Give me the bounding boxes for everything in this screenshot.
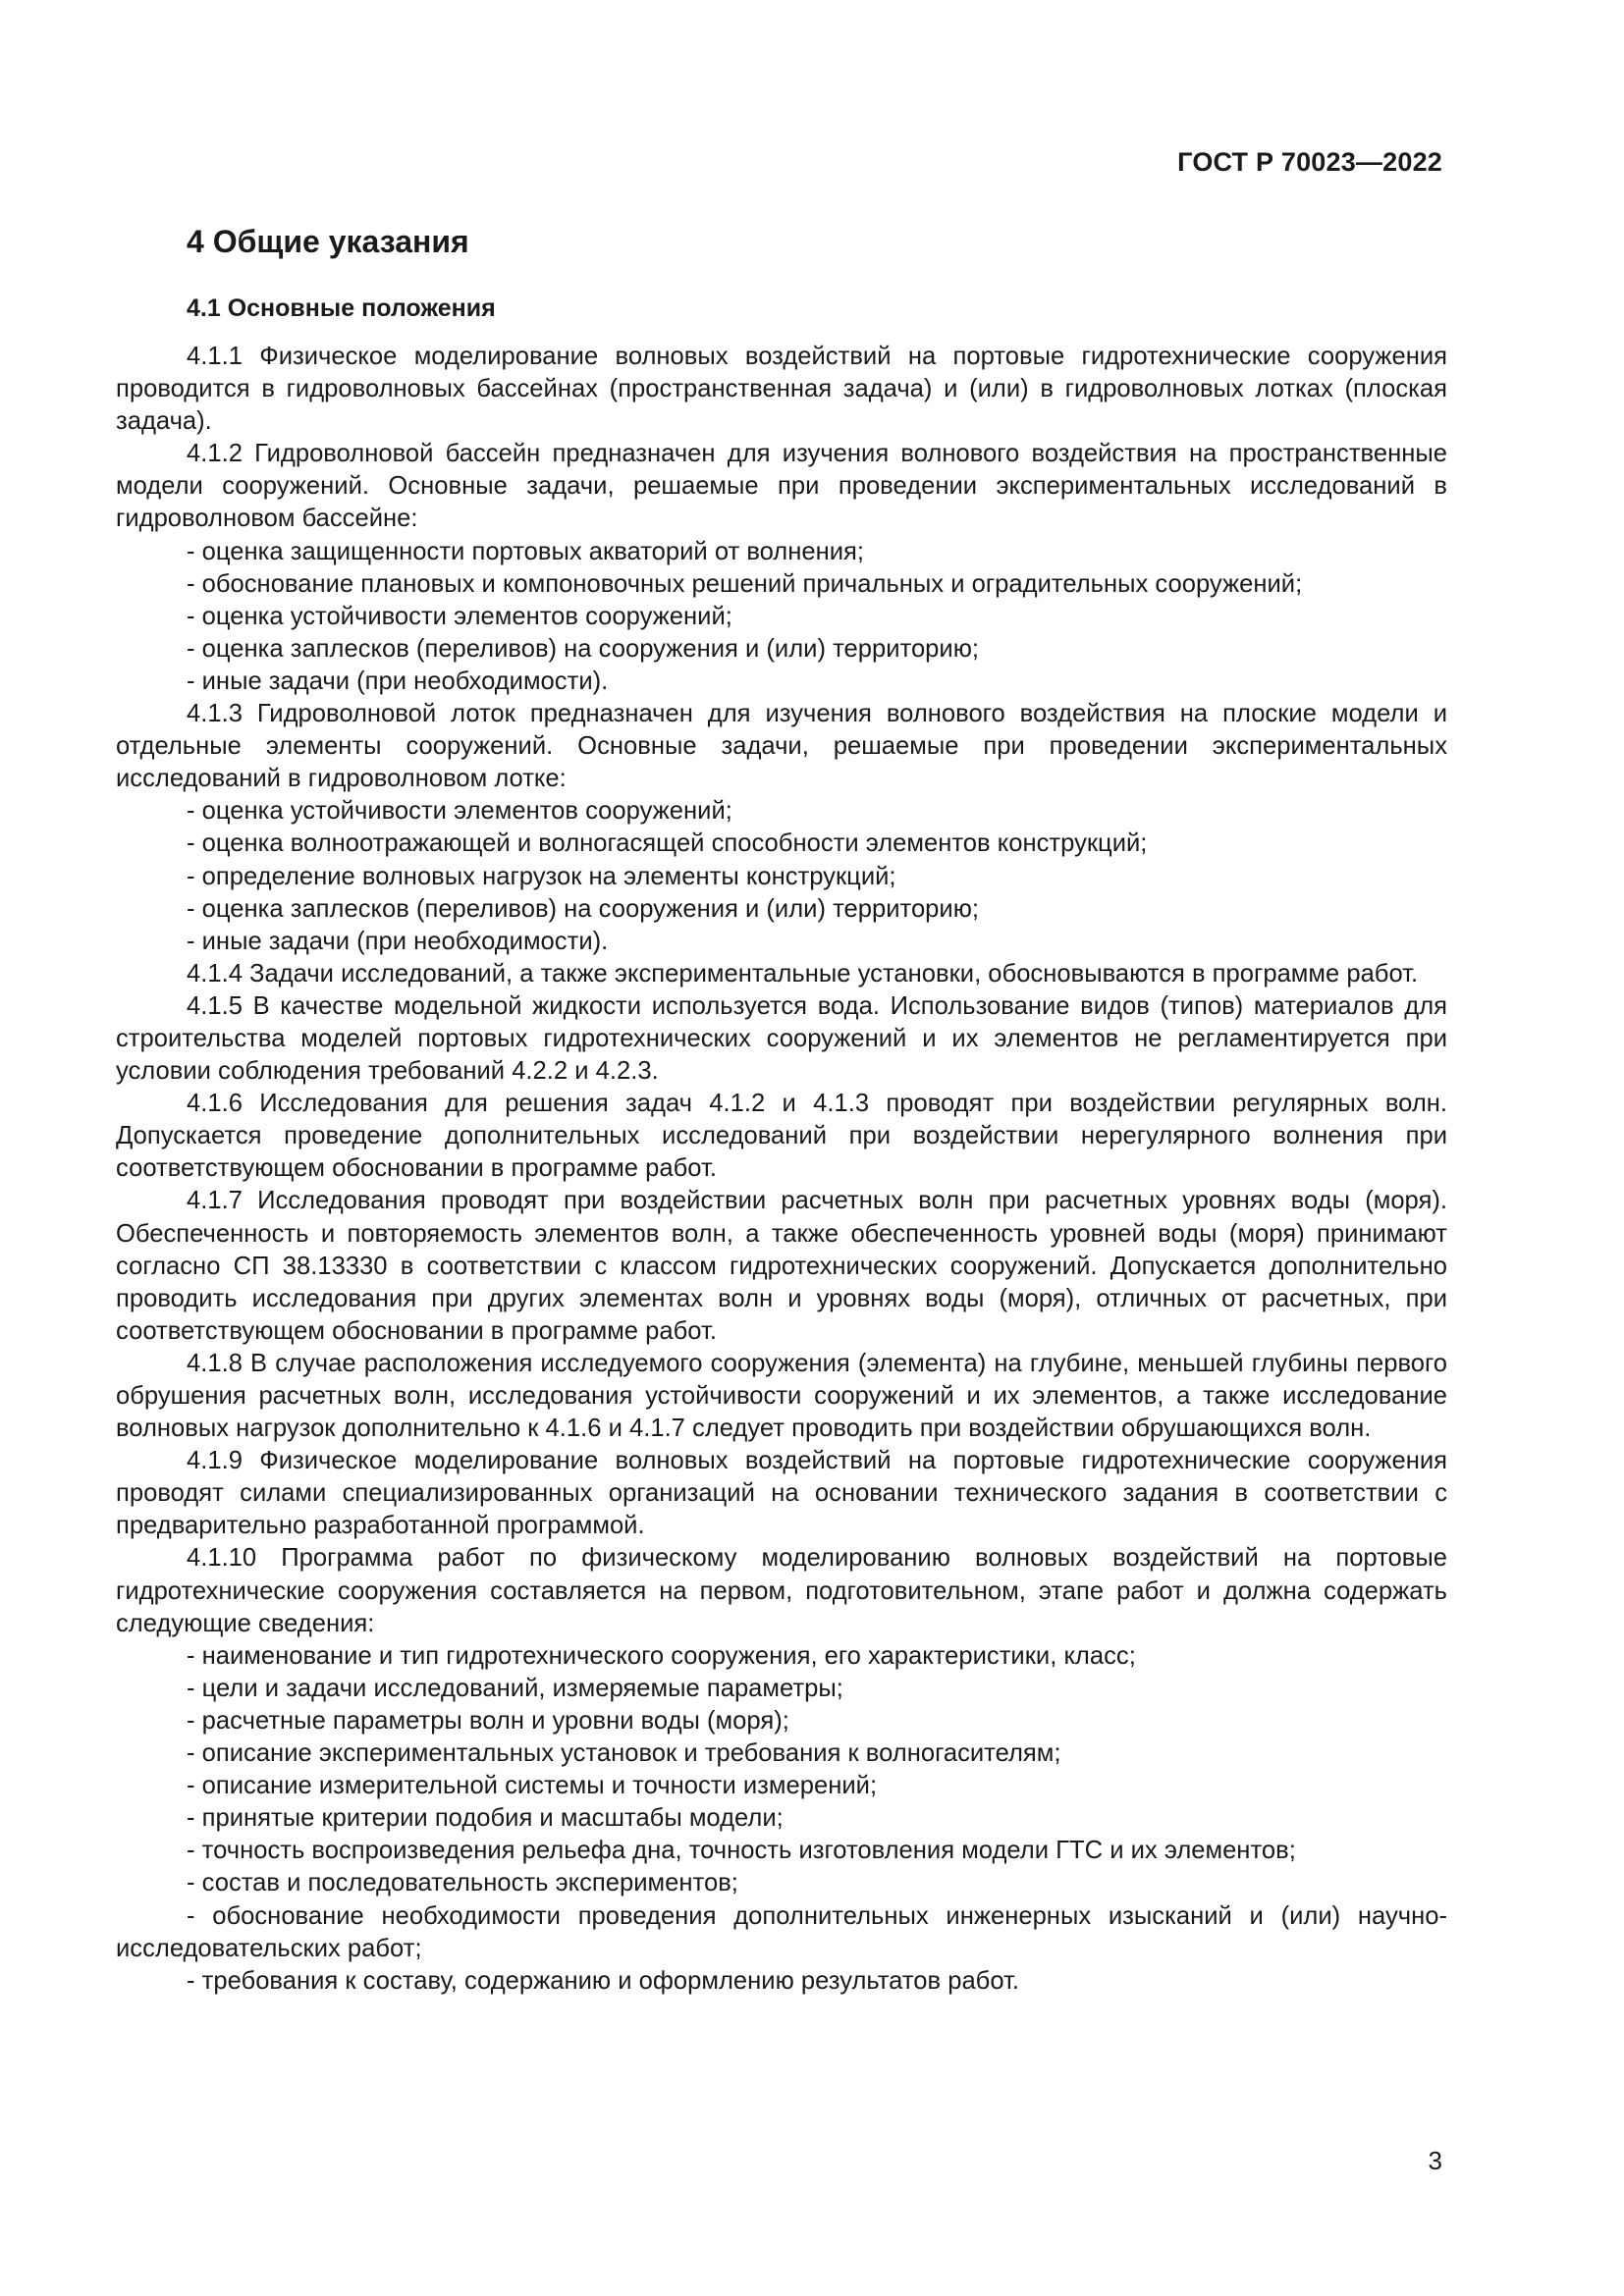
paragraph-4-1-10: 4.1.10 Программа работ по физическому моделированию волновых воздействий на портовые гидротехнические сооружения составляется на первом, подготовительном, этапе работ и должна содержать следующие сведения: xyxy=(116,1544,1447,1637)
paragraph-4-1-1: 4.1.1 Физическое моделирование волновых воздействий на портовые гидротехнические сооружения проводится в гидроволновых бассейнах (пространственная задача) и (или) в гидроволновых лотках (плоская задача). xyxy=(116,343,1447,436)
list-item: - оценка заплесков (переливов) на сооружения и (или) территорию; xyxy=(187,894,980,923)
list-4-1-2 xyxy=(116,536,1447,698)
paragraph-4-1-5: 4.1.5 В качестве модельной жидкости используется вода. Использование видов (типов) материалов для строительства моделей портовых гидротехнических сооружений и их элементов не регламентируется при условии соблюдения требований 4.2.2 и 4.2.3. xyxy=(116,991,1447,1086)
paragraph-4-1-7: 4.1.7 Исследования проводят при воздействии расчетных волн при расчетных уровнях воды (моря). Обеспеченность и повторяемость элементов волн, а также обеспеченность уровней воды (моря) принимают согласно СП 38.13330 в соответствии с классом гидротехнических сооружений. Допускается дополнительно проводить исследования при других элементах волн и уровнях воды (моря), отличных от расчетных, при соответствующем обосновании в программе работ. xyxy=(116,1187,1447,1345)
list-item: - описание экспериментальных установок и требования к волногасителям; xyxy=(187,1739,1061,1768)
subsection-title: 4.1 Основные положения xyxy=(187,294,496,322)
list-item: - иные задачи (при необходимости). xyxy=(187,667,609,695)
list-item: - состав и последовательность экспериментов; xyxy=(187,1869,738,1897)
list-item: - оценка защищенности портовых акваторий от волнения; xyxy=(187,537,865,565)
list-item: - оценка заплесков (переливов) на сооружения и (или) территорию; xyxy=(187,634,980,663)
paragraph-4-1-6: 4.1.6 Исследования для решения задач 4.1.2 и 4.1.3 проводят при воздействии регулярных волн. Допускается проведение дополнительных исследований при воздействии нерегулярного волнения при соответствующем обосновании в программе работ. xyxy=(116,1090,1447,1183)
list-item: - оценка устойчивости элементов сооружений; xyxy=(187,602,732,630)
list-item: - точность воспроизведения рельефа дна, точность изготовления модели ГТС и их элементов; xyxy=(187,1837,1296,1865)
list-item: - цели и задачи исследований, измеряемые параметры; xyxy=(187,1674,843,1702)
list-item: - обоснование плановых и компоновочных решений причальных и оградительных сооружений; xyxy=(187,569,1303,598)
paragraph-4-1-9: 4.1.9 Физическое моделирование волновых воздействий на портовые гидротехнические сооружения проводят силами специализированных организаций на основании технического задания в соответствии с предварительно разработанной программой. xyxy=(116,1447,1447,1540)
paragraph-4-1-4: 4.1.4 Задачи исследований, а также экспериментальные установки, обосновываются в программе работ. xyxy=(187,959,1419,988)
list-item: - иные задачи (при необходимости). xyxy=(187,927,609,955)
list-item: - расчетные параметры волн и уровни воды (моря); xyxy=(187,1706,789,1735)
list-item: - оценка устойчивости элементов сооружений; xyxy=(187,797,732,826)
list-item: - определение волновых нагрузок на элементы конструкций; xyxy=(187,862,896,890)
list-item: - описание измерительной системы и точности измерений; xyxy=(187,1772,878,1800)
document-body xyxy=(116,341,1447,1998)
list-item: - требования к составу, содержанию и оформлению результатов работ. xyxy=(187,1966,1020,1995)
paragraph-4-1-8: 4.1.8 В случае расположения исследуемого сооружения (элемента) на глубине, меньшей глубины первого обрушения расчетных волн, исследования устойчивости сооружений и их элементов, а также исследование волновых нагрузок дополнительно к 4.1.6 и 4.1.7 следует проводить при воздействии обрушающихся волн. xyxy=(116,1349,1447,1443)
paragraph-4-1-3: 4.1.3 Гидроволновой лоток предназначен для изучения волнового воздействия на плоские модели и отдельные элементы сооружений. Основные задачи, решаемые при проведении экспериментальных исследований в гидроволновом лотке: xyxy=(116,700,1447,793)
section-title: 4 Общие указания xyxy=(187,224,469,259)
list-item: - принятые критерии подобия и масштабы модели; xyxy=(187,1804,784,1833)
page-number: 3 xyxy=(1428,2146,1442,2175)
list-item: - обоснование необходимости проведения дополнительных инженерных изысканий и (или) научно-исследовательских работ; xyxy=(116,1901,1447,1962)
list-item: - оценка волноотражающей и волногасящей способности элементов конструкций; xyxy=(187,829,1148,858)
list-4-1-10 xyxy=(116,1640,1447,1998)
document-standard-id: ГОСТ Р 70023—2022 xyxy=(1177,147,1442,177)
paragraph-4-1-2: 4.1.2 Гидроволновой бассейн предназначен для изучения волнового воздействия на пространственные модели сооружений. Основные задачи, решаемые при проведении экспериментальных исследований в гидроволновом бассейне: xyxy=(116,440,1447,533)
list-4-1-3 xyxy=(116,795,1447,957)
list-item: - наименование и тип гидротехнического сооружения, его характеристики, класс; xyxy=(187,1641,1136,1670)
